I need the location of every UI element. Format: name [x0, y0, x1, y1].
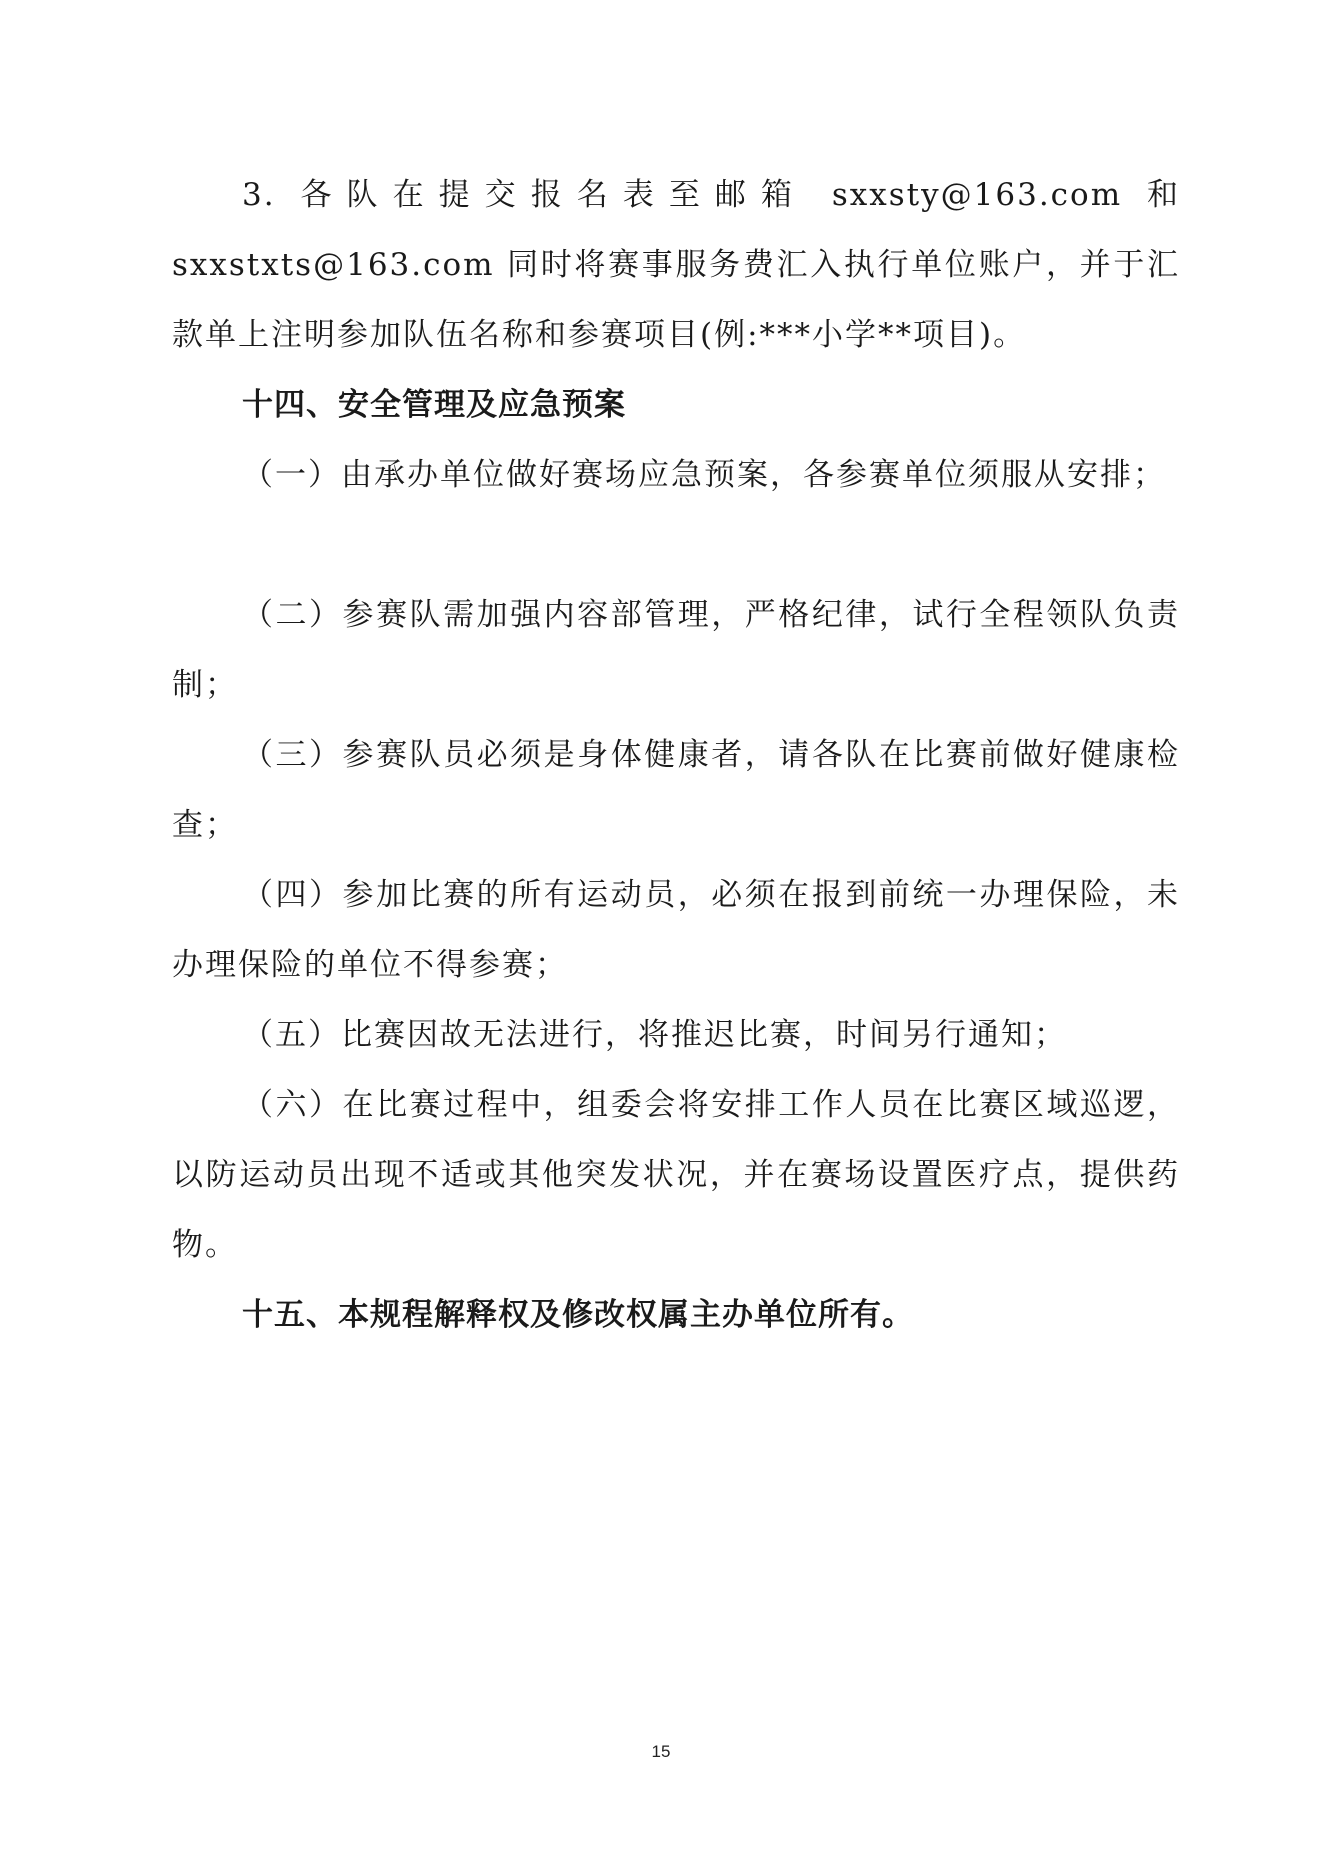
item-3-health-check: （三）参赛队员必须是身体健康者，请各队在比赛前做好健康检查； [172, 737, 1180, 843]
item-5-postponement: （五）比赛因故无法进行，将推迟比赛，时间另行通知； [242, 1017, 1067, 1053]
section-heading-15: 十五、本规程解释权及修改权属主办单位所有。 [242, 1297, 914, 1333]
page-number: 15 [651, 1742, 671, 1761]
item-4-insurance: （四）参加比赛的所有运动员，必须在报到前统一办理保险，未办理保险的单位不得参赛； [172, 877, 1180, 983]
section-heading-14: 十四、安全管理及应急预案 [242, 387, 626, 423]
item-1-emergency-plan: （一）由承办单位做好赛场应急预案，各参赛单位须服从安排； [242, 457, 1166, 493]
paragraph-entry-fee: 3. 各队在提交报名表至邮箱 sxxsty@163.com 和 sxxstxts@163.com 同时将赛事服务费汇入执行单位账户，并于汇款单上注明参加队伍名称和参赛项目(例:***小学**项目)。 [172, 177, 1180, 353]
item-2-team-management: （二）参赛队需加强内容部管理，严格纪律，试行全程领队负责制； [172, 597, 1180, 703]
item-6-medical-point: （六）在比赛过程中，组委会将安排工作人员在比赛区域巡逻，以防运动员出现不适或其他突发状况，并在赛场设置医疗点，提供药物。 [172, 1087, 1180, 1263]
